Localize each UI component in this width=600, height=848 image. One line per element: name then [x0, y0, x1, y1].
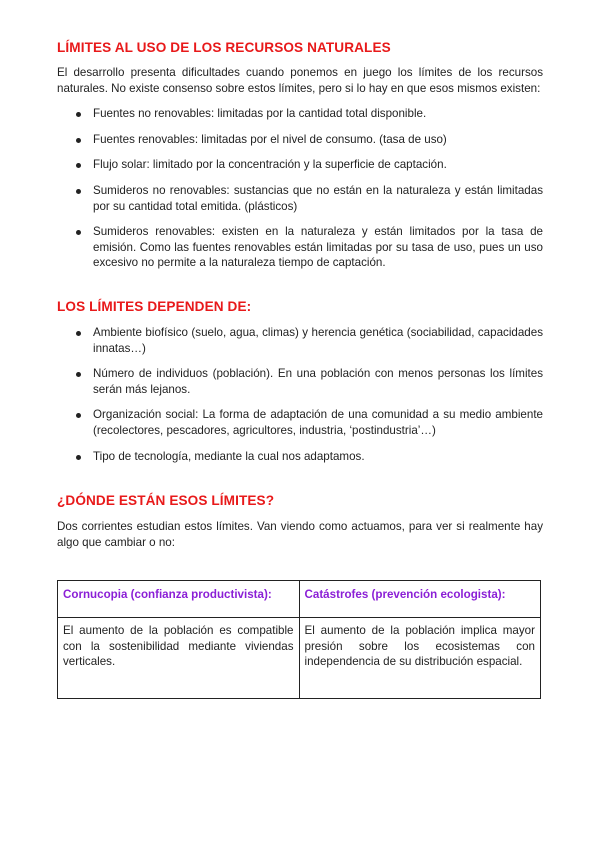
list-item-text: Tipo de tecnología, mediante la cual nos adaptamos.	[93, 449, 365, 463]
bullet-icon	[76, 138, 81, 143]
bullet-icon	[76, 189, 81, 194]
list-item-text: Organización social: La forma de adaptación de una comunidad a su medio ambiente (recolectores, pescadores, agricultores, industria, ‘postindustria’…)	[93, 408, 543, 437]
section-intro-where: Dos corrientes estudian estos límites. Van viendo como actuamos, para ver si realmente hay algo que cambiar o no:	[57, 520, 543, 549]
list-item	[57, 407, 543, 438]
list-item	[57, 106, 543, 122]
list-item-text: Ambiente biofísico (suelo, agua, climas) y herencia genética (sociabilidad, capacidades innatas…)	[93, 325, 543, 355]
list-item	[57, 224, 543, 271]
list-item-text: Sumideros no renovables: sustancias que no están en la naturaleza y están limitadas por su cantidad total emitida. (plásticos)	[93, 183, 543, 213]
list-item-text: Fuentes no renovables: limitadas por la cantidad total disponible.	[93, 107, 427, 121]
table-header-row	[58, 581, 541, 618]
list-item-text: Fuentes renovables: limitadas por el nivel de consumo. (tasa de uso)	[93, 132, 447, 146]
table-cell-cornucopia: El aumento de la población es compatible con la sostenibilidad mediante viviendas verticales.	[58, 618, 300, 699]
list-item	[57, 449, 543, 465]
table-header-catastrofes: Catástrofes (prevención ecologista):	[299, 581, 541, 618]
section-intro-limits: El desarrollo presenta dificultades cuando ponemos en juego los límites de los recursos naturales. No existe consenso sobre estos límites, pero si lo hay en que esos mismos existen:	[57, 66, 543, 95]
section-title-depend: LOS LÍMITES DEPENDEN DE:	[57, 298, 252, 314]
list-item-text: Flujo solar: limitado por la concentración y la superficie de captación.	[93, 158, 447, 172]
list-item	[57, 366, 543, 397]
list-item	[57, 325, 543, 356]
bullet-icon	[76, 163, 81, 168]
document-content	[57, 40, 543, 699]
list-item-text: Número de individuos (población). En una población con menos personas los límites serán más lejanos.	[93, 367, 543, 396]
bullet-icon	[76, 112, 81, 117]
limits-list	[57, 106, 543, 271]
section-title-limits: LÍMITES AL USO DE LOS RECURSOS NATURALES	[57, 40, 391, 55]
bullet-icon	[76, 331, 81, 336]
depend-list	[57, 325, 543, 464]
bullet-icon	[76, 413, 81, 418]
table-cell-catastrofes: El aumento de la población implica mayor presión sobre los ecosistemas con independencia de su distribución espacial.	[299, 618, 541, 699]
bullet-icon	[76, 372, 81, 377]
table-row	[58, 618, 541, 699]
list-item	[57, 157, 543, 173]
table-header-cornucopia: Cornucopia (confianza productivista):	[58, 581, 300, 618]
bullet-icon	[76, 455, 81, 460]
comparison-table	[57, 580, 541, 699]
bullet-icon	[76, 230, 81, 235]
section-title-where: ¿DÓNDE ESTÁN ESOS LÍMITES?	[57, 493, 275, 509]
list-item	[57, 132, 543, 148]
list-item-text: Sumideros renovables: existen en la naturaleza y están limitados por la tasa de emisión. Como las fuentes renovables están limitadas por su tasa de uso, pues un uso excesivo no permite a la naturaleza tiempo de captación.	[93, 225, 543, 270]
list-item	[57, 183, 543, 214]
